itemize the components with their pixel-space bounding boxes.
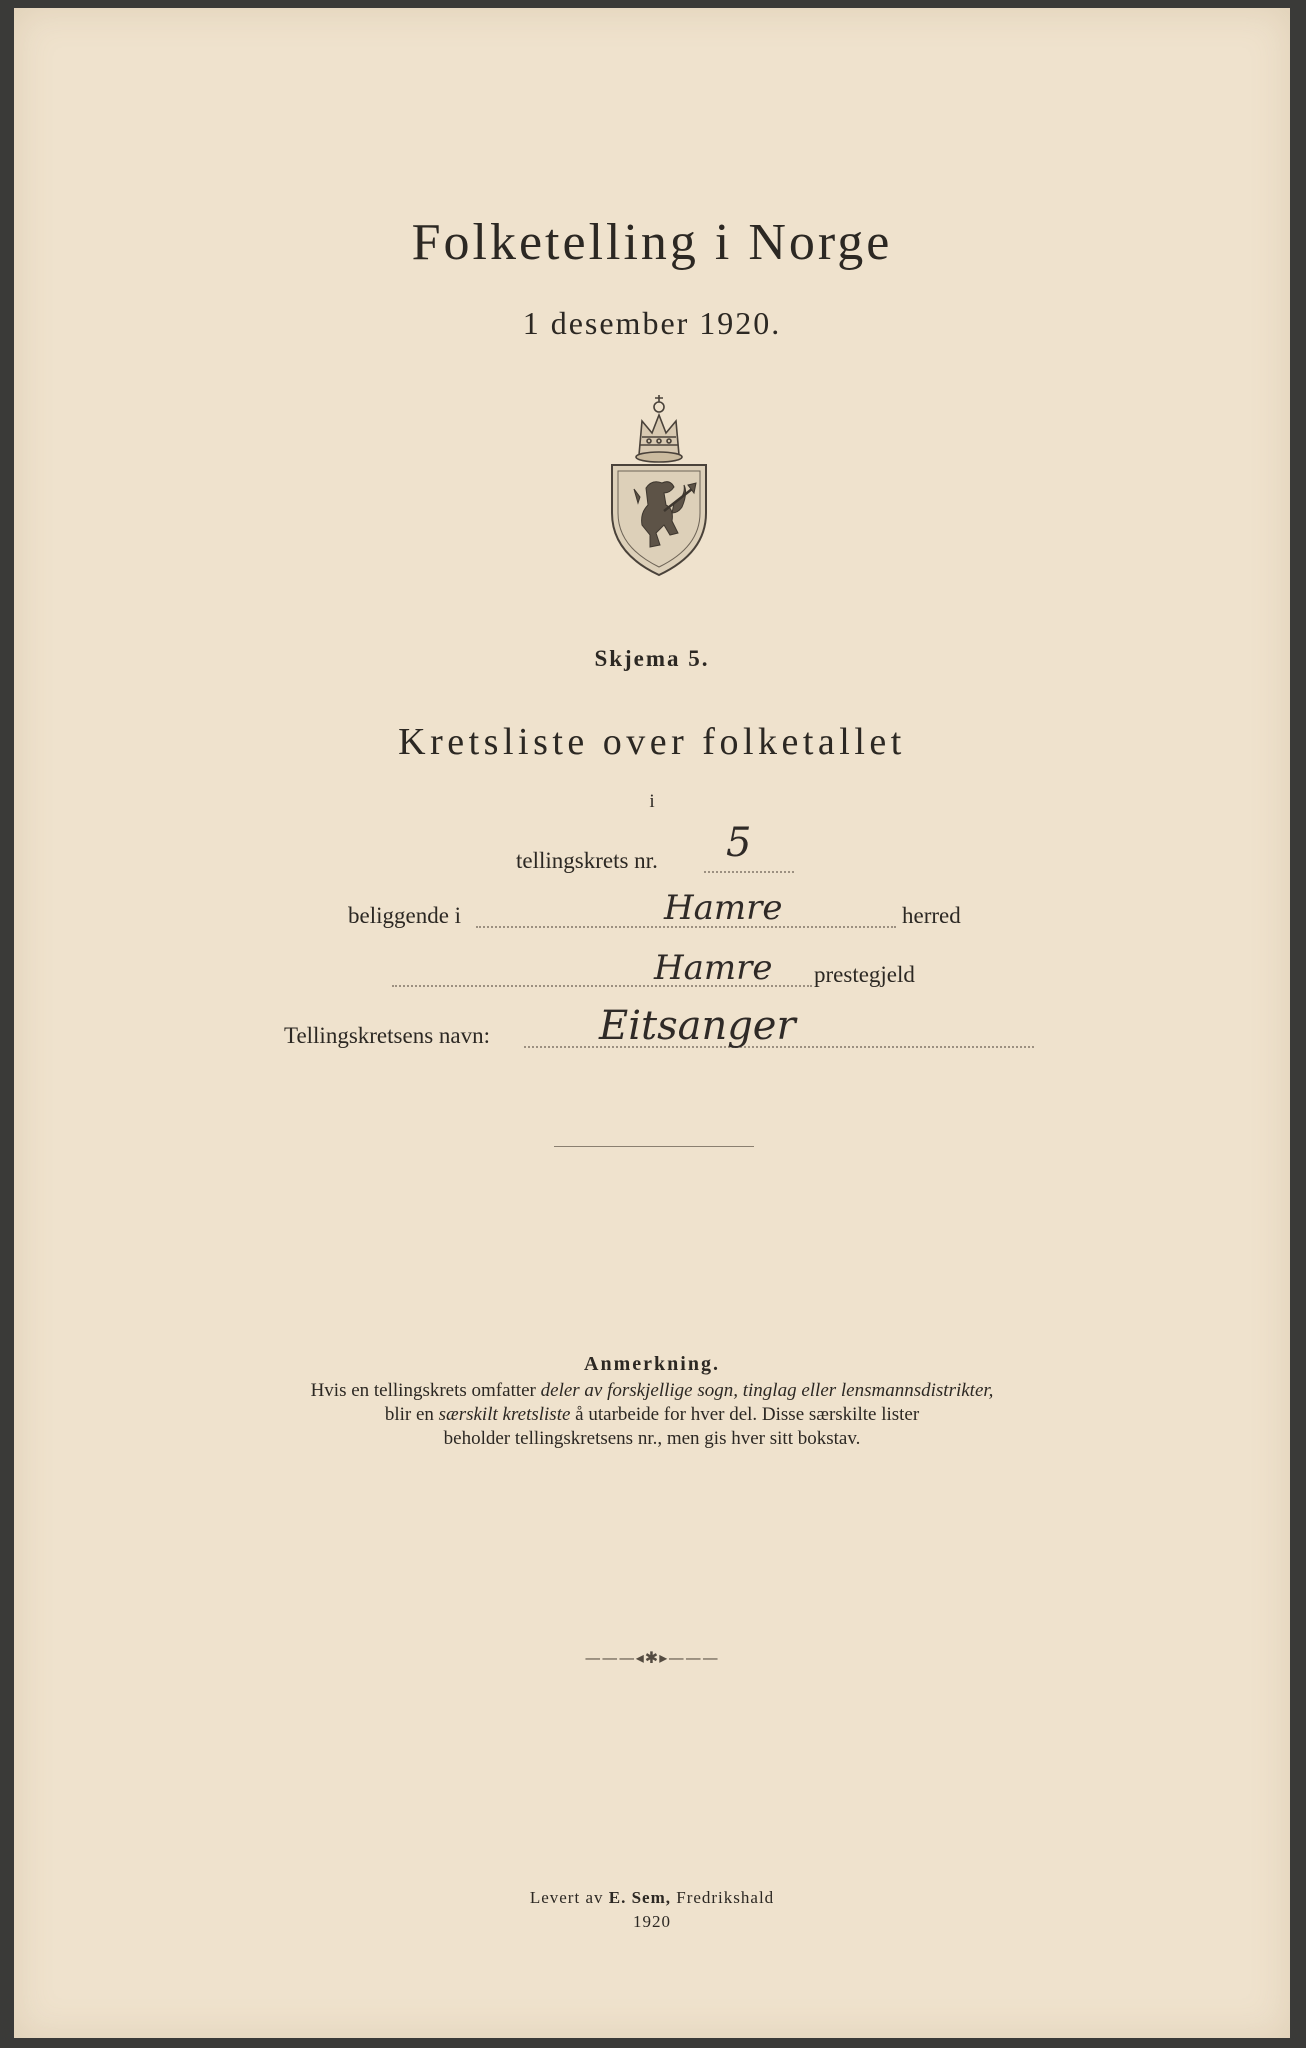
parish-suffix: prestegjeld [814, 962, 915, 987]
note-line-2-text-c: å utarbeide for hver del. Disse særskilte lister [570, 1404, 920, 1425]
printer-imprint [14, 1888, 1290, 1908]
norwegian-coat-of-arms-icon [604, 393, 714, 578]
municipality-suffix: herred [902, 903, 961, 928]
printer-city: Fredrikshald [670, 1888, 775, 1907]
district-number-value[interactable]: 5 [726, 820, 752, 866]
printer-name: E. Sem, [608, 1888, 671, 1907]
note-line-2-text-a: blir en [384, 1404, 439, 1425]
note-heading: Anmerkning. [584, 1353, 720, 1375]
ornament-divider: ———◂✱▸——— [584, 1648, 720, 1667]
located-in-label: beliggende i [348, 903, 462, 928]
printer-year: 1920 [633, 1912, 671, 1931]
census-form-page [14, 8, 1290, 2038]
printer-prefix: Levert av [529, 1888, 609, 1907]
schema-number: Skjema 5. [594, 646, 710, 671]
section-divider [554, 1146, 754, 1147]
list-title: Kretsliste over folketallet [398, 721, 906, 763]
note-line-1-emphasis: deler av forskjellige sogn, tinglag eller lensmannsdistrikter, [540, 1380, 994, 1401]
connector-word: i [649, 791, 655, 812]
district-name-value[interactable]: Eitsanger [599, 1003, 796, 1049]
form-title: Folketelling i Norge [411, 214, 893, 271]
parish-value[interactable]: Hamre [654, 948, 773, 988]
note-line-1 [14, 1380, 1290, 1402]
district-number-label: tellingskrets nr. [516, 848, 658, 873]
municipality-value[interactable]: Hamre [664, 888, 783, 928]
note-line-3: beholder tellingskretsens nr., men gis hver sitt bokstav. [443, 1428, 861, 1449]
note-line-1-text: Hvis en tellingskrets omfatter [310, 1380, 541, 1401]
note-line-2-emphasis: særskilt kretsliste [438, 1404, 571, 1425]
note-line-2 [14, 1404, 1290, 1426]
census-date: 1 desember 1920. [522, 305, 782, 341]
district-name-label: Tellingskretsens navn: [284, 1023, 490, 1048]
district-number-line [704, 870, 794, 873]
